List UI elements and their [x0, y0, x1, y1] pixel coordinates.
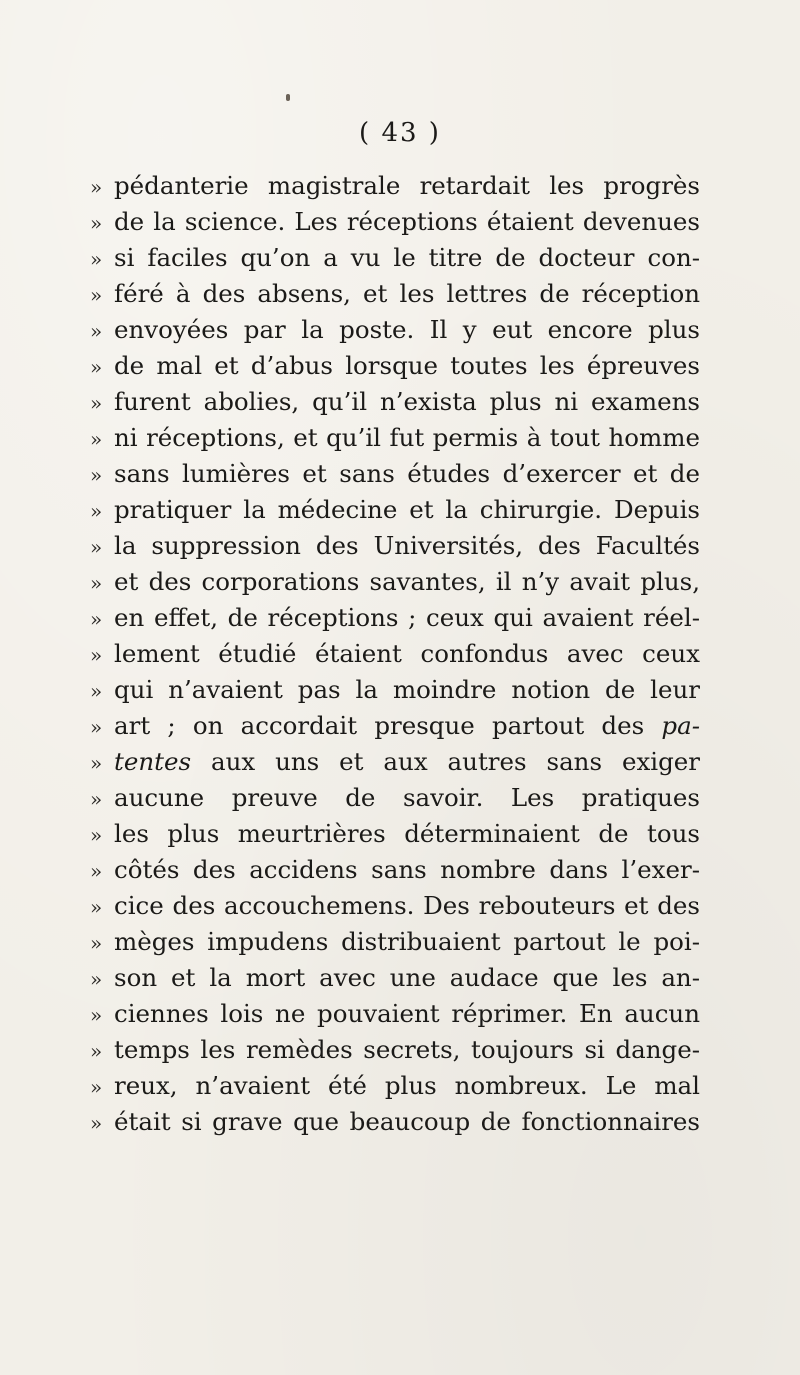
text-line	[90, 384, 700, 420]
text-line	[90, 456, 700, 492]
quote-mark: »	[90, 679, 103, 703]
line-text: cice des accouchemens. Des rebouteurs et des	[114, 891, 700, 920]
quote-mark: »	[90, 319, 103, 343]
line-text: féré à des absens, et les lettres de réception	[114, 279, 700, 308]
quote-mark: »	[90, 499, 103, 523]
line-text: en effet, de réceptions ; ceux qui avaient réel-	[114, 603, 700, 632]
quote-mark: »	[90, 1075, 103, 1099]
quote-mark: »	[90, 751, 103, 775]
line-text: de la science. Les réceptions étaient devenues	[114, 207, 700, 236]
text-line	[90, 816, 700, 852]
text-line	[90, 204, 700, 240]
line-text: sans lumières et sans études d’exercer et de	[114, 459, 700, 488]
text-line	[90, 1032, 700, 1068]
quote-mark: »	[90, 211, 103, 235]
line-text: et des corporations savantes, il n’y avait plus,	[114, 567, 700, 596]
ink-speck	[286, 94, 290, 101]
quote-mark: »	[90, 1003, 103, 1027]
line-text: furent abolies, qu’il n’exista plus ni examens	[114, 387, 700, 416]
line-text: la suppression des Universités, des Facultés	[114, 531, 700, 560]
line-text	[114, 744, 700, 780]
line-text: reux, n’avaient été plus nombreux. Le mal	[114, 1071, 700, 1100]
page-number: ( 43 )	[359, 118, 441, 148]
line-text: temps les remèdes secrets, toujours si dange-	[114, 1035, 700, 1064]
quote-mark: »	[90, 175, 103, 199]
quote-mark: »	[90, 715, 103, 739]
line-text: ni réceptions, et qu’il fut permis à tout homme	[114, 423, 700, 452]
line-text: ciennes lois ne pouvaient réprimer. En aucun	[114, 999, 700, 1028]
line-text: pédanterie magistrale retardait les progrès	[114, 171, 700, 200]
line-text: de mal et d’abus lorsque toutes les épreuves	[114, 351, 700, 380]
text-line	[90, 636, 700, 672]
quote-mark: »	[90, 607, 103, 631]
line-text-roman: art ; on accordait presque partout des	[114, 711, 645, 740]
quote-mark: »	[90, 859, 103, 883]
line-text: aucune preuve de savoir. Les pratiques	[114, 783, 700, 812]
quote-mark: »	[90, 355, 103, 379]
text-line	[90, 960, 700, 996]
text-line	[90, 600, 700, 636]
line-text: les plus meurtrières déterminaient de tous	[114, 819, 700, 848]
text-line	[90, 276, 700, 312]
text-line	[90, 708, 700, 744]
quote-mark: »	[90, 1039, 103, 1063]
quote-mark: »	[90, 895, 103, 919]
quote-mark: »	[90, 283, 103, 307]
quote-mark: »	[90, 427, 103, 451]
line-text: si faciles qu’on a vu le titre de docteur con-	[114, 243, 700, 272]
text-line	[90, 672, 700, 708]
text-line	[90, 852, 700, 888]
text-line	[90, 312, 700, 348]
text-line	[90, 168, 700, 204]
line-text: était si grave que beaucoup de fonctionnaires	[114, 1107, 700, 1136]
text-line	[90, 420, 700, 456]
line-text: côtés des accidens sans nombre dans l’exer-	[114, 855, 700, 884]
quote-mark: »	[90, 247, 103, 271]
text-line	[90, 996, 700, 1032]
line-text: envoyées par la poste. Il y eut encore plus	[114, 315, 700, 344]
quote-mark: »	[90, 535, 103, 559]
text-line	[90, 888, 700, 924]
quote-mark: »	[90, 931, 103, 955]
line-text: pratiquer la médecine et la chirurgie. Depuis	[114, 495, 700, 524]
text-line	[90, 348, 700, 384]
text-line	[90, 240, 700, 276]
line-text-roman: aux uns et aux autres sans exiger	[210, 747, 700, 776]
quote-mark: »	[90, 391, 103, 415]
quote-mark: »	[90, 643, 103, 667]
text-line	[90, 564, 700, 600]
quote-mark: »	[90, 1111, 103, 1135]
quote-mark: »	[90, 823, 103, 847]
line-text: qui n’avaient pas la moindre notion de leur	[114, 675, 700, 704]
text-line	[90, 780, 700, 816]
quote-mark: »	[90, 571, 103, 595]
line-text	[114, 708, 700, 744]
text-line	[90, 924, 700, 960]
body-text	[90, 168, 700, 1140]
italic-word: pa-	[661, 711, 700, 740]
text-line	[90, 528, 700, 564]
line-text: son et la mort avec une audace que les an-	[114, 963, 700, 992]
quote-mark: »	[90, 967, 103, 991]
italic-word: tentes	[114, 747, 192, 776]
text-line	[90, 1104, 700, 1140]
quote-mark: »	[90, 463, 103, 487]
text-line	[90, 744, 700, 780]
line-text: lement étudié étaient confondus avec ceux	[114, 639, 700, 668]
text-line	[90, 492, 700, 528]
quote-mark: »	[90, 787, 103, 811]
line-text: mèges impudens distribuaient partout le poi-	[114, 927, 700, 956]
text-line	[90, 1068, 700, 1104]
